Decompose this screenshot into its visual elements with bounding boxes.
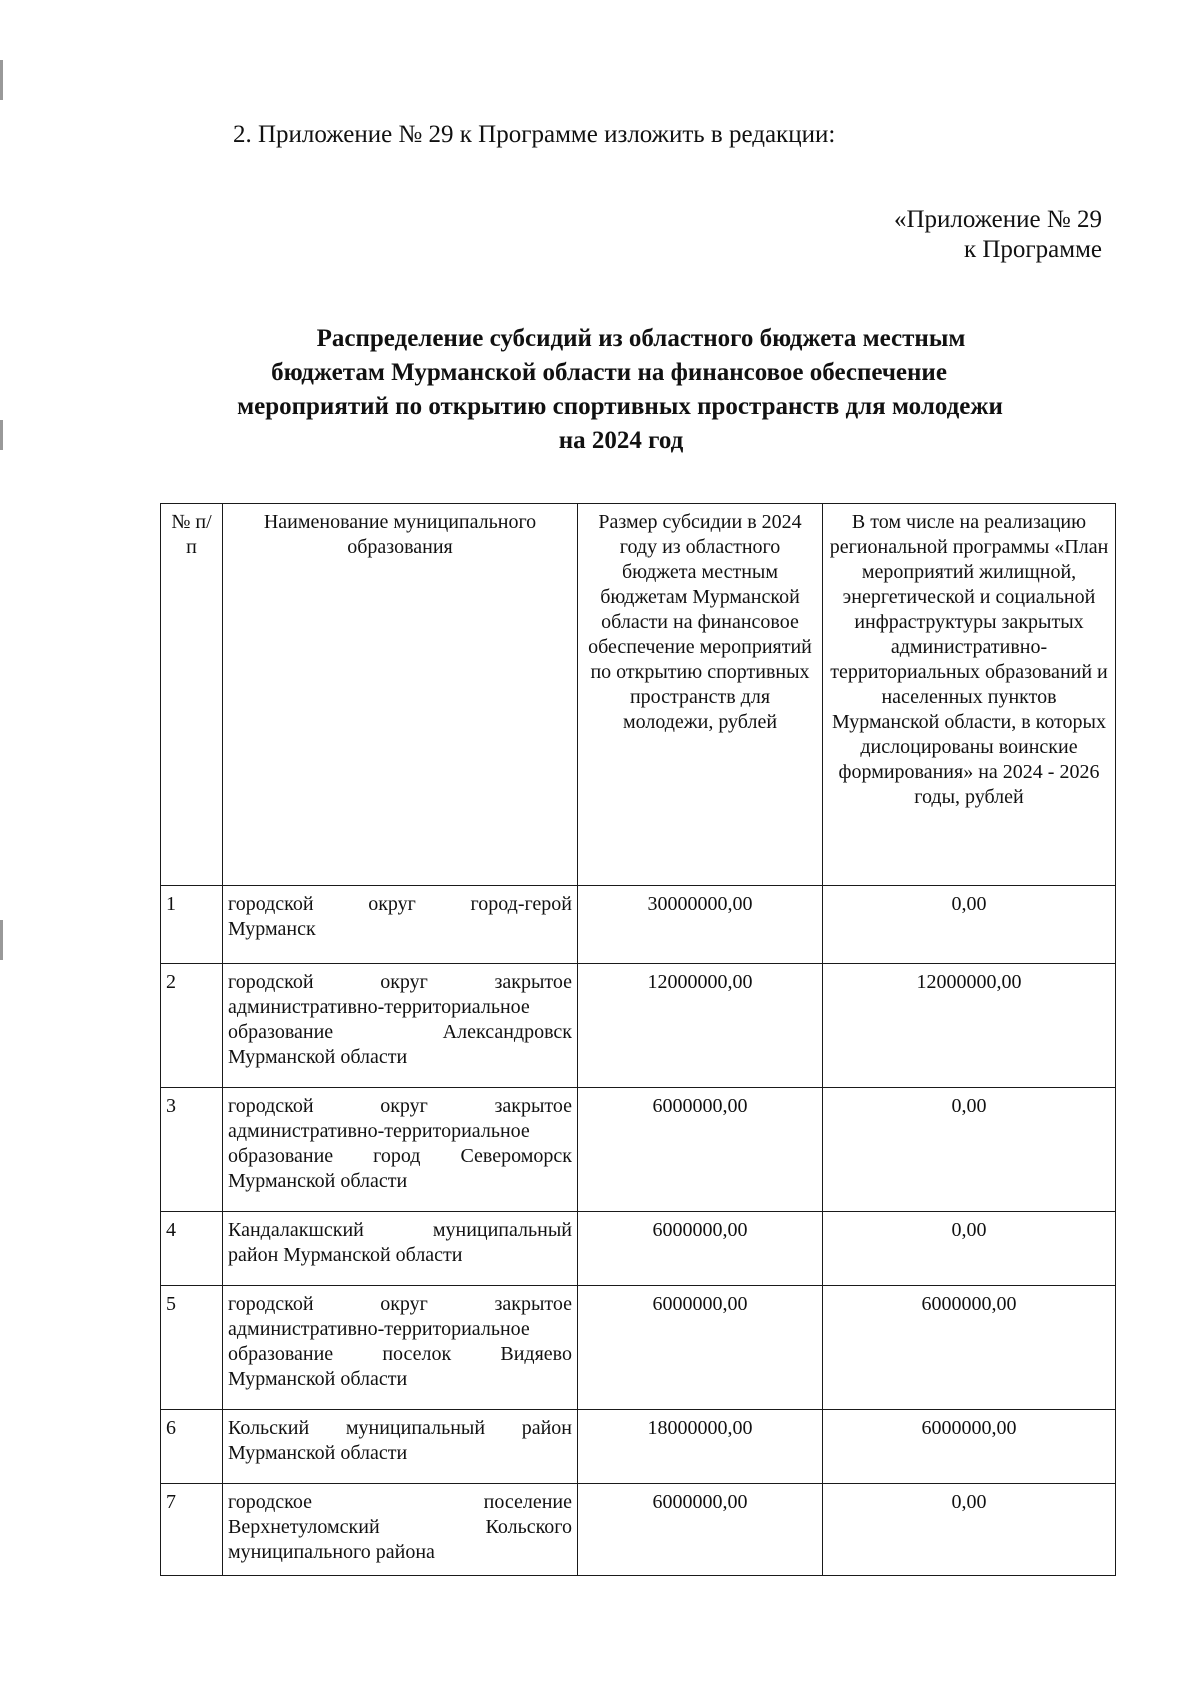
title-line-2: бюджетам Мурманской области на финансовое обеспечение	[271, 359, 947, 386]
appendix-line-2: к Программе	[963, 236, 1102, 263]
including-amount: 0,00	[823, 886, 1116, 964]
municipality-name-rest: административно-территориальное образование поселок Видяево Мурманской области	[228, 1318, 572, 1390]
header-municipality: Наименование муниципального образования	[223, 504, 578, 886]
scan-edge-mark	[0, 420, 3, 450]
row-number: 6	[161, 1410, 223, 1484]
subsidy-amount: 6000000,00	[578, 1212, 823, 1286]
row-number: 2	[161, 964, 223, 1088]
municipality-name-line: городское поселение	[228, 1491, 572, 1513]
scan-edge-mark	[0, 920, 3, 960]
municipality-name-rest: Мурманск	[228, 918, 316, 940]
including-amount: 0,00	[823, 1088, 1116, 1212]
intro-paragraph: 2. Приложение № 29 к Программе изложить в редакции:	[233, 121, 836, 148]
including-amount: 12000000,00	[823, 964, 1116, 1088]
row-number: 3	[161, 1088, 223, 1212]
row-number: 1	[161, 886, 223, 964]
municipality-name-line: Кандалакшский муниципальный	[228, 1219, 572, 1241]
title-line-3: мероприятий по открытию спортивных пространств для молодежи	[237, 393, 1003, 420]
subsidy-amount: 18000000,00	[578, 1410, 823, 1484]
subsidy-amount: 6000000,00	[578, 1088, 823, 1212]
table-row	[161, 1410, 1116, 1484]
table-row	[161, 886, 1116, 964]
municipality-name-rest: Верхнетуломский Кольского муниципального района	[228, 1516, 572, 1563]
municipality-name-rest: Мурманской области	[228, 1442, 408, 1464]
municipality-name-line: городской округ закрытое	[228, 971, 572, 993]
table-row	[161, 964, 1116, 1088]
header-including: В том числе на реализацию региональной программы «План мероприятий жилищной, энергетической и социальной инфраструктуры закрытых административно-территориальных образований и населенных пунктов Мурманской области, в которых дислоцированы воинские формирования» на 2024 - 2026 годы, рублей	[823, 504, 1116, 886]
table-row	[161, 1286, 1116, 1410]
title-line-4: на 2024 год	[558, 427, 684, 454]
municipality-name	[223, 1484, 578, 1576]
row-number: 7	[161, 1484, 223, 1576]
including-amount: 6000000,00	[823, 1410, 1116, 1484]
municipality-name-line: городской округ закрытое	[228, 1095, 572, 1117]
table-row	[161, 1212, 1116, 1286]
including-amount: 6000000,00	[823, 1286, 1116, 1410]
municipality-name	[223, 1410, 578, 1484]
municipality-name-rest: район Мурманской области	[228, 1244, 463, 1266]
municipality-name	[223, 1088, 578, 1212]
table-row	[161, 1484, 1116, 1576]
subsidy-amount: 30000000,00	[578, 886, 823, 964]
header-subsidy: Размер субсидии в 2024 году из областного бюджета местным бюджетам Мурманской области на финансовое обеспечение мероприятий по открытию спортивных пространств для молодежи, рублей	[578, 504, 823, 886]
subsidy-amount: 6000000,00	[578, 1286, 823, 1410]
municipality-name	[223, 886, 578, 964]
including-amount: 0,00	[823, 1212, 1116, 1286]
title-line-1: Распределение субсидий из областного бюджета местным	[316, 325, 966, 352]
municipality-name-line: городской округ закрытое	[228, 1293, 572, 1315]
municipality-name-rest: административно-территориальное образование город Североморск Мурманской области	[228, 1120, 572, 1192]
municipality-name	[223, 1286, 578, 1410]
including-amount: 0,00	[823, 1484, 1116, 1576]
municipality-name-rest: административно-территориальное образование Александровск Мурманской области	[228, 996, 572, 1068]
appendix-reference	[894, 205, 1102, 265]
appendix-line-1: «Приложение № 29	[893, 206, 1102, 233]
table-header-row	[161, 504, 1116, 886]
table-row	[161, 1088, 1116, 1212]
subsidy-amount: 6000000,00	[578, 1484, 823, 1576]
document-title	[160, 322, 1080, 458]
subsidy-amount: 12000000,00	[578, 964, 823, 1088]
row-number: 5	[161, 1286, 223, 1410]
municipality-name	[223, 1212, 578, 1286]
row-number: 4	[161, 1212, 223, 1286]
municipality-name-line: Кольский муниципальный район	[228, 1417, 572, 1439]
municipality-name-line: городской округ город-герой	[228, 893, 572, 915]
scan-edge-mark	[0, 60, 3, 100]
header-number: № п/п	[161, 504, 223, 886]
municipality-name	[223, 964, 578, 1088]
subsidy-table	[160, 503, 1116, 1576]
